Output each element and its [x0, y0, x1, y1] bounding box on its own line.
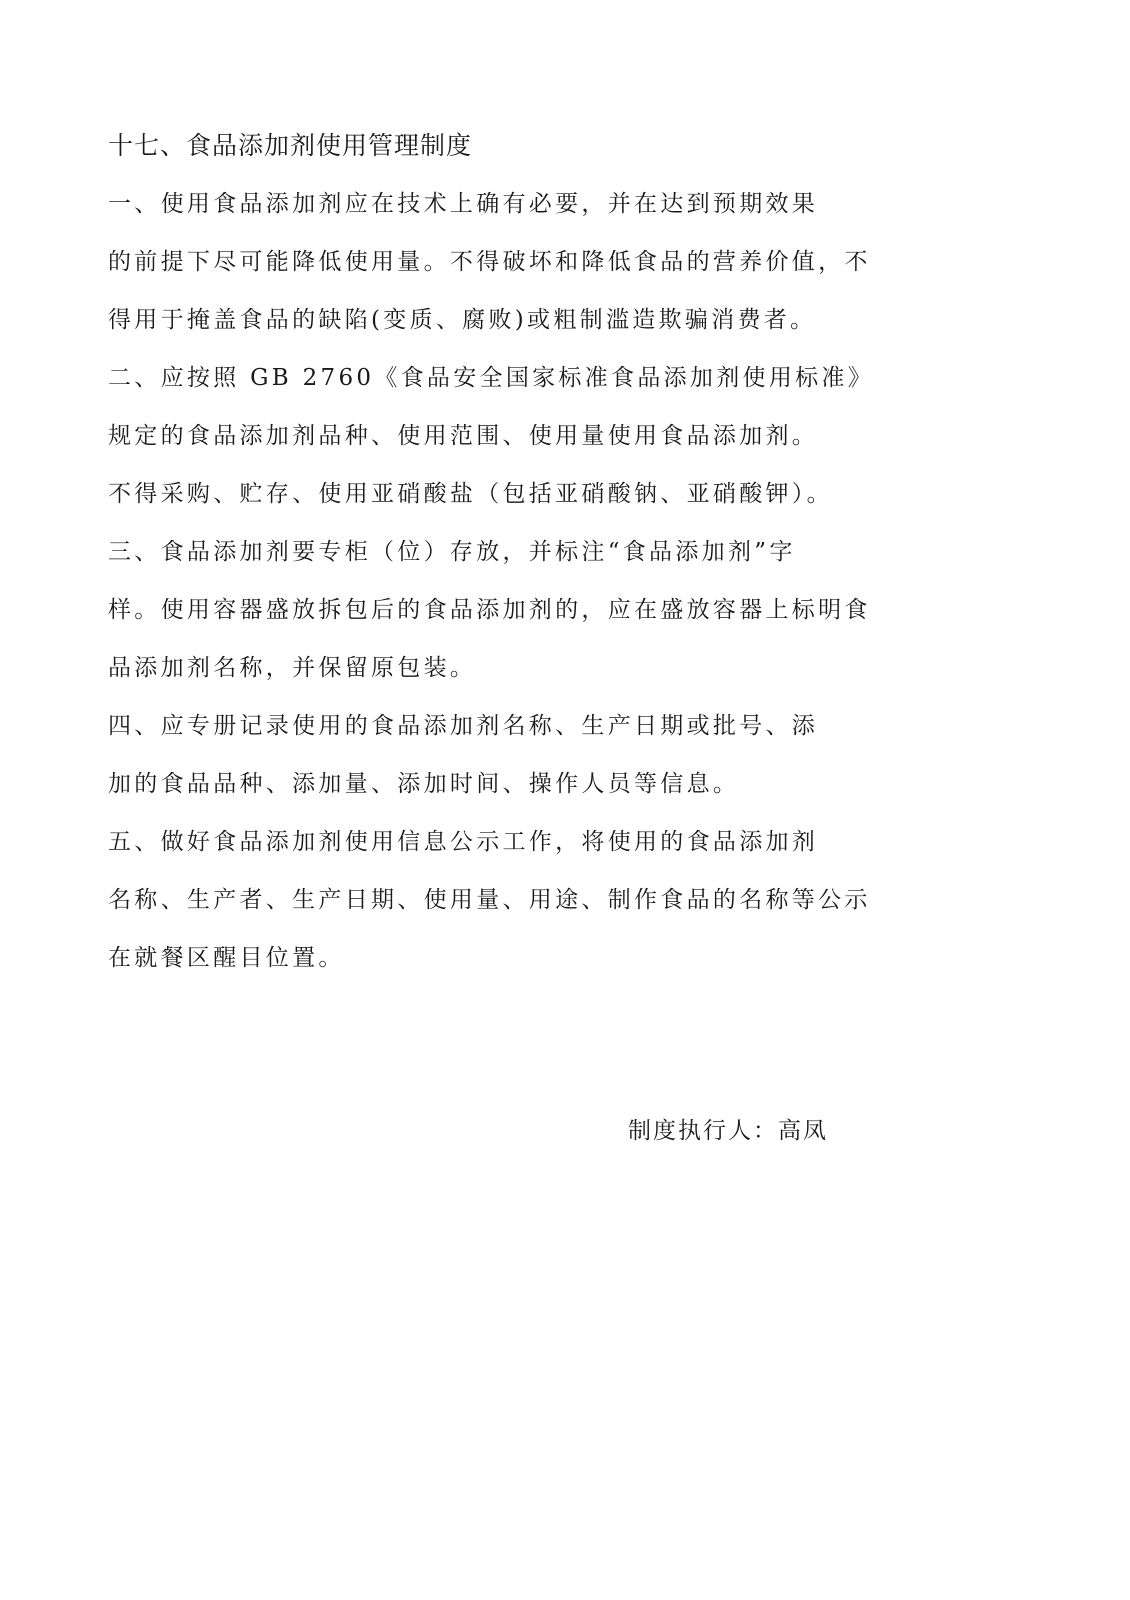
text-line: 规定的食品添加剂品种、使用范围、使用量使用食品添加剂。 [108, 423, 819, 449]
text-line: 的前提下尽可能降低使用量。不得破坏和降低食品的营养价值，不 [108, 249, 871, 275]
text-line: 五、做好食品添加剂使用信息公示工作，将使用的食品添加剂 [108, 829, 819, 855]
document-title: 十七、食品添加剂使用管理制度 [108, 131, 473, 160]
text-line: 在就餐区醒目位置。 [108, 945, 345, 971]
text-line: 三、食品添加剂要专柜（位）存放，并标注“食品添加剂”字 [108, 539, 796, 565]
text-line: 加的食品品种、添加量、添加时间、操作人员等信息。 [108, 771, 740, 797]
text-line: 品添加剂名称，并保留原包装。 [108, 655, 477, 681]
signature: 制度执行人：高凤 [628, 1118, 828, 1144]
text-line: 名称、生产者、生产日期、使用量、用途、制作食品的名称等公示 [108, 887, 871, 913]
text-line: 二、应按照 GB 2760《食品安全国家标准食品添加剂使用标准》 [108, 365, 875, 391]
text-line: 得用于掩盖食品的缺陷(变质、腐败)或粗制滥造欺骗消费者。 [108, 307, 817, 333]
text-line: 四、应专册记录使用的食品添加剂名称、生产日期或批号、添 [108, 713, 819, 739]
text-line: 样。使用容器盛放拆包后的食品添加剂的，应在盛放容器上标明食 [108, 597, 871, 623]
text-line: 不得采购、贮存、使用亚硝酸盐（包括亚硝酸钠、亚硝酸钾）。 [108, 481, 833, 507]
text-line: 一、使用食品添加剂应在技术上确有必要，并在达到预期效果 [108, 191, 819, 217]
